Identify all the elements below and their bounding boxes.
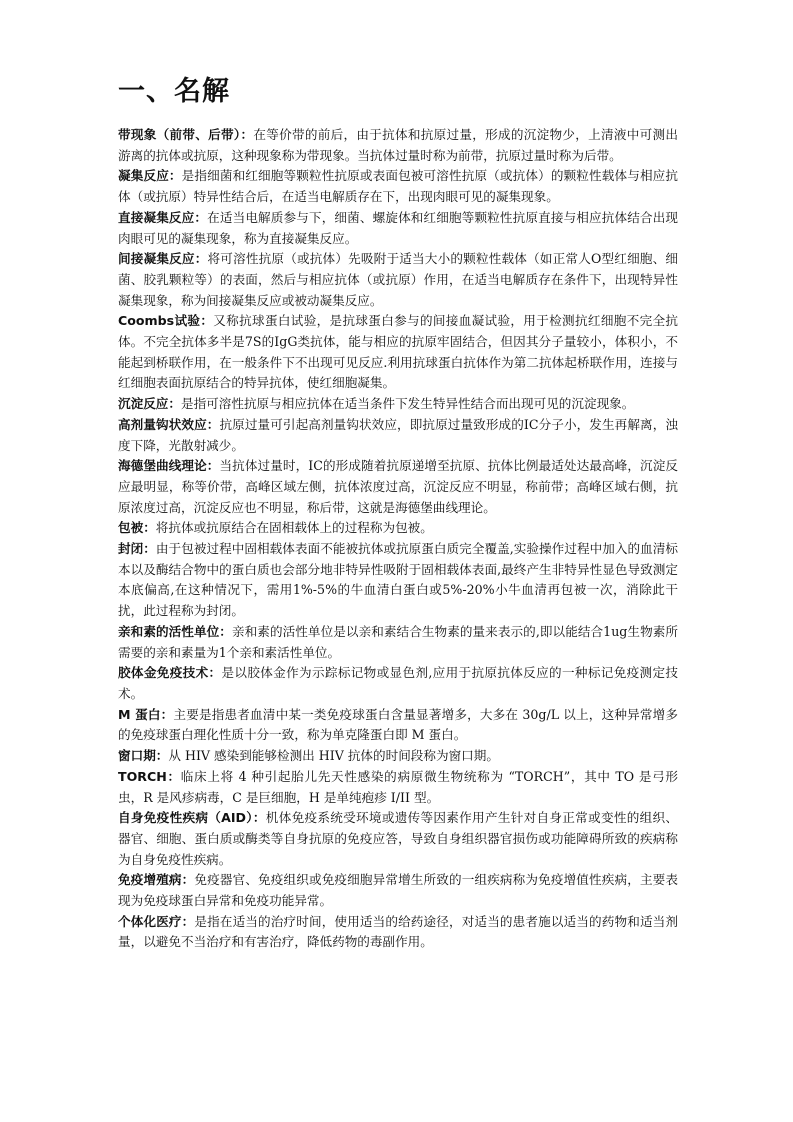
definition-text: 当抗体过量时，IC的形成随着抗原递增至抗原、抗体比例最适处达最高峰，沉淀反应最明显，称等价带，高峰区域左侧，抗体浓度过高，沉淀反应不明显，称前带；高峰区域右侧，抗原浓度过高，沉淀反应也不明显，称后带，这就是海德堡曲线理论。: [118, 458, 679, 515]
definition-term: TORCH: [118, 768, 167, 784]
definition-separator: ：: [194, 251, 208, 267]
definition-term: 带现象（前带、后带）: [118, 127, 241, 142]
definition-entry: [118, 912, 678, 953]
definition-separator: ：: [219, 623, 232, 639]
definition-text: 是指可溶性抗原与相应抗体在适当条件下发生特异性结合而出现可见的沉淀现象。: [180, 396, 635, 412]
definition-entry: [118, 394, 678, 415]
definition-text: 是指在适当的治疗时间，使用适当的给药途径，对适当的患者施以适当的药物和适当剂量，以避免不当治疗和有害治疗，降低药物的毒副作用。: [118, 913, 679, 950]
definition-text: 将抗体或抗原结合在固相载体上的过程称为包被。: [155, 520, 433, 536]
definition-text: 是以胶体金作为示踪标记物或显色剂,应用于抗原抗体反应的一种标记免疫测定技术。: [118, 665, 679, 701]
definition-separator: ：: [168, 396, 181, 412]
definition-separator: ：: [194, 209, 208, 225]
definition-entry: [118, 166, 678, 207]
definition-text: 临床上将 4 种引起胎儿先天性感染的病原微生物统称为 “TORCH”，其中 TO 是弓形虫，R 是风疹病毒，C 是巨细胞，H 是单纯疱疹 I/II 型。: [118, 768, 678, 805]
definition-term: 间接凝集反应: [118, 251, 195, 267]
definition-term: 凝集反应: [118, 168, 169, 184]
definition-term: 包被: [118, 520, 144, 536]
definition-separator: ：: [206, 416, 220, 432]
definition-separator: ：: [155, 748, 169, 764]
definition-entry: [118, 249, 678, 311]
definition-term: 窗口期: [118, 748, 156, 764]
definition-text: 免疫器官、免疫组织或免疫细胞异常增生所致的一组疾病称为免疫增值性疾病，主要表现为免疫球蛋白异常和免疫功能异常。: [118, 872, 679, 909]
definition-separator: ：: [168, 168, 182, 184]
definition-entry: [118, 746, 678, 767]
definition-text: 在等价带的前后，由于抗体和抗原过量，形成的沉淀物少，上清液中可测出游离的抗体或抗原，这种现象称为带现象。当抗体过量时称为前带，抗原过量时称为后带。: [118, 127, 679, 163]
definition-entry: [118, 808, 678, 870]
definition-text: 亲和素的活性单位是以亲和素结合生物素的量来表示的,即以能结合1ug生物素所需要的亲和素量为1个亲和素活性单位。: [118, 623, 679, 660]
definition-separator: ：: [181, 872, 195, 888]
definition-separator: ：: [252, 810, 266, 826]
definition-text: 又称抗球蛋白试验，是抗球蛋白参与的间接血凝试验，用于检测抗红细胞不完全抗体。不完全抗体多半是7S的IgG类抗体，能与相应的抗原牢固结合，但因其分子量较小，体积小，不能起到桥联作用，在一般条件下不出现可见反应.利用抗球蛋白抗体作为第二抗体起桥联作用，连接与红细胞表面抗原结合的特异抗体，使红细胞凝集。: [118, 313, 678, 391]
definition-separator: ：: [200, 313, 214, 329]
definition-entry: [118, 663, 678, 704]
definition-entry: [118, 705, 678, 746]
definition-separator: ：: [181, 913, 195, 929]
definition-term: 直接凝集反应: [118, 209, 195, 225]
definition-term: 封闭: [118, 541, 144, 557]
section-heading: 一、名解: [118, 76, 230, 107]
definition-term: M 蛋白: [118, 706, 161, 722]
definition-term: 个体化医疗: [118, 913, 182, 929]
definition-separator: ：: [143, 541, 156, 557]
definition-entry: [118, 311, 678, 394]
definition-text: 将可溶性抗原（或抗体）先吸附于适当大小的颗粒性载体（如正常人O型红细胞、细菌、胶乳颗粒等）的表面，然后与相应抗体（或抗原）作用，在适当电解质存在条件下，出现特异性凝集现象，称为间接凝集反应或被动凝集反应。: [118, 251, 679, 308]
definition-term: 沉淀反应: [118, 396, 169, 412]
definition-entry: [118, 767, 678, 808]
definition-term: 海德堡曲线理论: [118, 458, 207, 474]
definition-text: 从 HIV 感染到能够检测出 HIV 抗体的时间段称为窗口期。: [168, 748, 499, 764]
definition-text: 在适当电解质参与下，细菌、螺旋体和红细胞等颗粒性抗原直接与相应抗体结合出现肉眼可见的凝集现象，称为直接凝集反应。: [118, 209, 679, 246]
definition-separator: ：: [143, 520, 156, 536]
definition-separator: ：: [166, 768, 181, 784]
definition-entry: [118, 456, 678, 518]
definition-text: 由于包被过程中固相载体表面不能被抗体或抗原蛋白质完全覆盖,实验操作过程中加入的血清标本以及酶结合物中的蛋白质也会部分地非特异性吸附于固相载体表面,最终产生非特异性显色导致测定本底偏高,在这种情况下，需用1%-5%的牛血清白蛋白或5%-20%小牛血清再包被一次，消除此干扰，此过程称为封闭。: [118, 541, 679, 619]
definition-separator: ：: [208, 665, 222, 681]
definition-term: 胶体金免疫技术: [118, 665, 209, 681]
definition-entry: [118, 518, 678, 539]
definition-text: 抗原过量可引起高剂量钩状效应，即抗原过量致形成的IC分子小，发生再解离，浊度下降，光散射减少。: [118, 416, 679, 453]
definition-separator: ：: [160, 706, 174, 722]
definition-entry: [118, 415, 678, 456]
definition-entry: [118, 208, 678, 249]
definition-separator: ：: [240, 127, 254, 142]
definition-term: 自身免疫性疾病（AID）: [118, 810, 253, 826]
definition-term: 亲和素的活性单位: [118, 623, 220, 639]
definition-entry: [118, 125, 678, 166]
definition-text: 是指细菌和红细胞等颗粒性抗原或表面包被可溶性抗原（或抗体）的颗粒性载体与相应抗体（或抗原）特异性结合后，在适当电解质存在下，出现肉眼可见的凝集现象。: [118, 168, 679, 205]
definition-entry: [118, 539, 678, 622]
definition-entry: [118, 622, 678, 663]
definition-entry: [118, 870, 678, 911]
definition-term: 高剂量钩状效应: [118, 416, 207, 432]
definitions-list: [118, 125, 678, 953]
definition-term: 免疫增殖病: [118, 872, 182, 888]
definition-text: 主要是指患者血清中某一类免疫球蛋白含量显著增多，大多在 30g/L 以上，这种异常增多的免疫球蛋白理化性质十分一致，称为单克隆蛋白即 M 蛋白。: [118, 706, 679, 743]
definition-term: Coombs试验: [118, 313, 201, 329]
definition-text: 机体免疫系统受环境或遗传等因素作用产生针对自身正常或变性的组织、器官、细胞、蛋白质或酶类等自身抗原的免疫应答，导致自身组织器官损伤或功能障碍所致的疾病称为自身免疫性疾病。: [118, 810, 678, 867]
definition-separator: ：: [206, 458, 220, 474]
